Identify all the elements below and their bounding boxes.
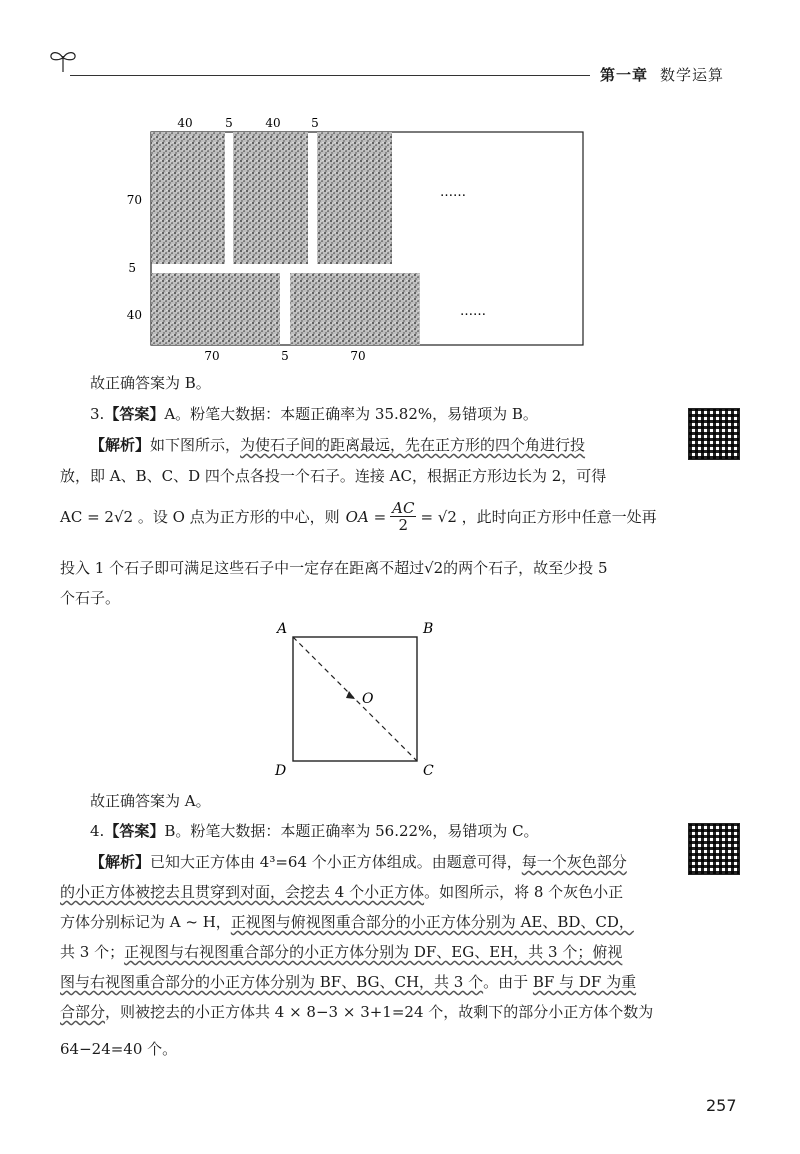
- q3-analysis-p1: [90, 433, 585, 457]
- chapter-title: 数学运算: [660, 66, 725, 84]
- fraction-denominator: 2: [398, 516, 409, 534]
- tile-bottom-2: [290, 273, 420, 345]
- point-a-label: A: [277, 621, 288, 637]
- tile-layout-figure: [120, 112, 600, 367]
- fraction-numerator: AC: [392, 499, 415, 517]
- question-number: 4.: [90, 822, 105, 840]
- q3-analysis-p2: 放，即 A、B、C、D 四个点各投一个石子。连接 AC，根据正方形边长为 2，可得: [60, 467, 607, 485]
- point-d-label: D: [275, 763, 287, 779]
- qr-code-icon: [688, 823, 740, 875]
- square-diagram: [265, 615, 445, 785]
- sprout-logo-icon: [48, 46, 78, 74]
- analysis-tag: 【解析】: [90, 436, 151, 454]
- highlighted-text: 正视图与俯视图重合部分的小正方体分别为 AE、BD、CD，: [230, 913, 634, 931]
- bottom-label: 5: [281, 349, 289, 363]
- text: 。如图所示，将 8 个灰色小正: [424, 883, 624, 901]
- header-rule: [70, 75, 590, 76]
- q3-answer-line: [90, 402, 538, 426]
- answer-text: B。粉笔大数据：本题正确率为 56.22%，易错项为 C。: [164, 822, 539, 840]
- left-label: 40: [126, 308, 142, 322]
- text: 。由于: [483, 973, 533, 991]
- tile-top-1: [151, 132, 225, 264]
- text: 方体分别标记为 A ~ H，: [60, 913, 231, 931]
- answer-tag: 【答案】: [104, 822, 165, 840]
- highlighted-text: 合部分: [60, 1003, 106, 1021]
- question-number: 3.: [90, 405, 105, 423]
- tile-top-3: [317, 132, 392, 264]
- ellipsis-top: ……: [440, 185, 466, 200]
- answer-line: 故正确答案为 B。: [90, 374, 211, 392]
- text: AC = 2√2 。设 O 点为正方形的中心，则: [60, 507, 340, 526]
- text: 共 3 个；: [60, 943, 125, 961]
- left-label: 5: [128, 261, 136, 275]
- text: = √2 ，此时向正方形中任意一处再: [420, 507, 657, 526]
- text: OA =: [345, 507, 387, 526]
- q3-analysis-p4: 投入 1 个石子即可满足这些石子中一定存在距离不超过√2的两个石子，故至少投 5: [60, 559, 608, 577]
- arrow-icon: [346, 691, 355, 699]
- q4-analysis-p6: [60, 1000, 653, 1024]
- left-label: 70: [126, 193, 142, 207]
- analysis-tag: 【解析】: [90, 853, 151, 871]
- highlighted-text: 每一个灰色部分: [521, 853, 627, 871]
- q4-analysis-p7: 64−24=40 个。: [60, 1040, 178, 1058]
- highlighted-text: 为使石子间的距离最远，先在正方形的四个角进行投: [240, 436, 586, 454]
- tile-top-2: [233, 132, 308, 264]
- bottom-label: 70: [350, 349, 366, 363]
- text: 如下图所示，: [150, 436, 241, 454]
- q4-answer-line: [90, 819, 539, 843]
- point-o-label: O: [362, 691, 374, 707]
- top-label: 40: [177, 116, 193, 130]
- chapter-header: [600, 64, 724, 85]
- top-label: 5: [225, 116, 233, 130]
- answer-line: 故正确答案为 A。: [90, 792, 211, 810]
- q4-analysis-p1: [90, 850, 627, 874]
- ellipsis-bottom: ……: [460, 304, 486, 319]
- point-c-label: C: [423, 763, 434, 779]
- page-number: 257: [706, 1096, 737, 1115]
- answer-text: A。粉笔大数据：本题正确率为 35.82%，易错项为 B。: [164, 405, 538, 423]
- q4-analysis-p3: [60, 910, 634, 934]
- fraction: [390, 500, 416, 533]
- highlighted-text: 的小正方体被挖去且贯穿到对面，会挖去 4 个小正方体: [60, 883, 425, 901]
- highlighted-text: 正视图与右视图重合部分的小正方体分别为 DF、EG、EH，共 3 个；: [124, 943, 593, 961]
- q3-analysis-p5: 个石子。: [60, 589, 121, 607]
- highlighted-text: BF 与 DF 为重: [532, 973, 637, 991]
- top-label: 40: [265, 116, 281, 130]
- point-b-label: B: [423, 621, 434, 637]
- top-label: 5: [311, 116, 319, 130]
- highlighted-text: 俯视: [592, 943, 623, 961]
- bottom-label: 70: [204, 349, 220, 363]
- text: 已知大正方体由 4³=64 个小正方体组成。由题意可得，: [150, 853, 522, 871]
- answer-tag: 【答案】: [104, 405, 165, 423]
- highlighted-text: 图与右视图重合部分的小正方体分别为 BF、BG、CH，共 3 个: [60, 973, 484, 991]
- q3-analysis-p3: [60, 500, 657, 533]
- q4-analysis-p4: [60, 940, 622, 964]
- q4-analysis-p5: [60, 970, 636, 994]
- q4-analysis-p2: [60, 880, 623, 904]
- qr-code-icon: [688, 408, 740, 460]
- chapter-number: 第一章: [600, 66, 649, 84]
- text: ，则被挖去的小正方体共 4 × 8−3 × 3+1=24 个，故剩下的部分小正方体个数为: [105, 1003, 654, 1021]
- tile-bottom-1: [151, 273, 280, 345]
